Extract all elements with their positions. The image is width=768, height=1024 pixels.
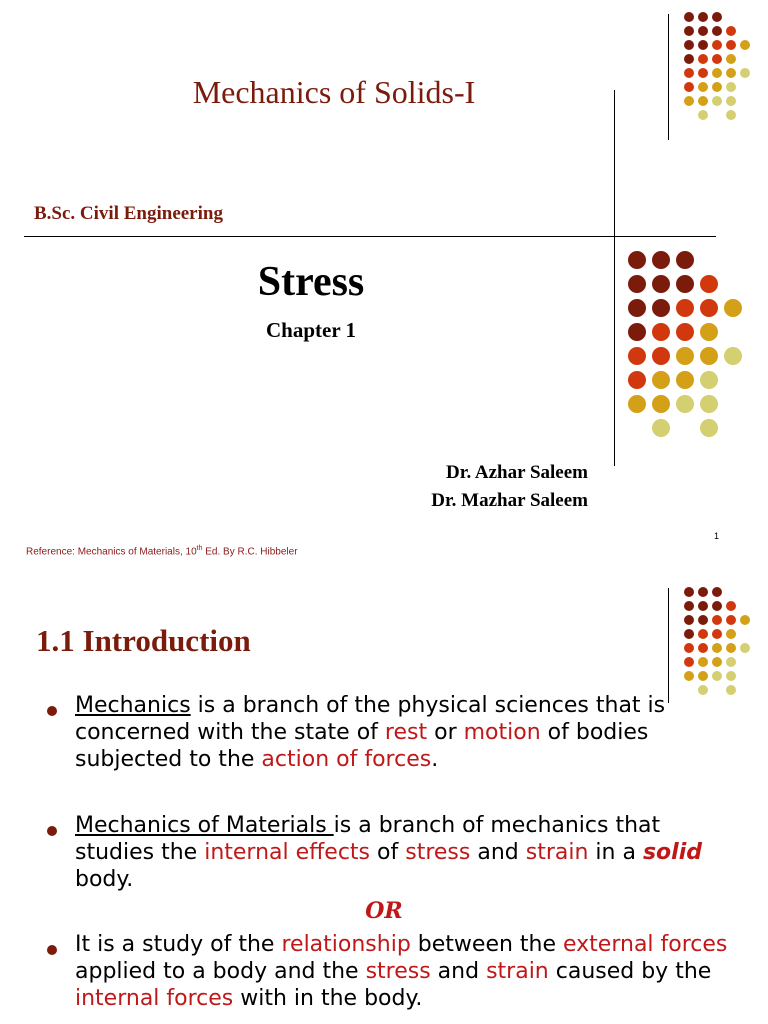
- decorative-dot: [726, 629, 736, 639]
- decorative-dot: [676, 371, 694, 389]
- decorative-dot: [712, 587, 722, 597]
- decorative-dot: [628, 371, 646, 389]
- decorative-dot: [712, 26, 722, 36]
- decorative-dot: [684, 629, 694, 639]
- vertical-divider-top: [668, 14, 669, 140]
- decorative-dot: [652, 347, 670, 365]
- decorative-dot: [698, 629, 708, 639]
- decorative-dot: [726, 657, 736, 667]
- decorative-dot: [712, 96, 722, 106]
- decorative-dot: [628, 299, 646, 317]
- decorative-dot: [712, 12, 722, 22]
- decorative-dot: [628, 395, 646, 413]
- decorative-dot: [684, 615, 694, 625]
- decorative-dot: [676, 323, 694, 341]
- decorative-dot: [726, 54, 736, 64]
- decorative-dot: [712, 54, 722, 64]
- decorative-dot: [740, 615, 750, 625]
- decorative-dot: [698, 82, 708, 92]
- decorative-dot: [712, 615, 722, 625]
- decorative-dot: [684, 601, 694, 611]
- decorative-dot: [652, 251, 670, 269]
- decorative-dot: [726, 671, 736, 681]
- bullet-mechanics-of-materials: Mechanics of Materials is a branch of mechanics that studies the internal effects of stress and strain in a solid body.: [75, 813, 702, 892]
- decorative-dot: [652, 419, 670, 437]
- decorative-dot: [700, 347, 718, 365]
- decorative-dot: [740, 68, 750, 78]
- author-1: Dr. Azhar Saleem: [446, 462, 588, 483]
- decorative-dot: [652, 395, 670, 413]
- bullet-icon: [47, 706, 57, 716]
- decorative-dot: [676, 299, 694, 317]
- decorative-dot: [698, 587, 708, 597]
- decorative-dot: [676, 275, 694, 293]
- decorative-dot: [712, 40, 722, 50]
- bullet-icon: [47, 826, 57, 836]
- decorative-dot: [676, 251, 694, 269]
- decorative-dot: [684, 26, 694, 36]
- decorative-dot: [652, 299, 670, 317]
- author-2: Dr. Mazhar Saleem: [431, 490, 588, 511]
- decorative-dot: [724, 347, 742, 365]
- decorative-dot: [698, 96, 708, 106]
- decorative-dot: [684, 54, 694, 64]
- decorative-dot: [726, 68, 736, 78]
- decorative-dot: [700, 371, 718, 389]
- vertical-divider-top: [668, 588, 669, 703]
- decorative-dot: [712, 657, 722, 667]
- decorative-dot: [712, 643, 722, 653]
- page-number: 1: [714, 531, 720, 541]
- decorative-dot: [684, 82, 694, 92]
- decorative-dot: [712, 68, 722, 78]
- decorative-dot: [684, 657, 694, 667]
- introduction-slide: [0, 575, 768, 1024]
- decorative-dot: [652, 275, 670, 293]
- decorative-dot: [724, 299, 742, 317]
- decorative-dot: [726, 110, 736, 120]
- or-separator: OR: [365, 898, 403, 924]
- decorative-dot: [698, 643, 708, 653]
- decorative-dot: [740, 40, 750, 50]
- decorative-dot: [684, 671, 694, 681]
- decorative-dot: [700, 395, 718, 413]
- reference-note: Reference: Mechanics of Materials, 10th Ed. By R.C. Hibbeler: [26, 545, 298, 558]
- decorative-dot: [698, 26, 708, 36]
- decorative-dot: [712, 82, 722, 92]
- decorative-dot: [698, 54, 708, 64]
- decorative-dot: [698, 657, 708, 667]
- decorative-dot: [676, 395, 694, 413]
- decorative-dot: [698, 110, 708, 120]
- decorative-dot: [726, 601, 736, 611]
- decorative-dot: [700, 299, 718, 317]
- decorative-dot: [684, 643, 694, 653]
- decorative-dot: [700, 419, 718, 437]
- section-heading: 1.1 Introduction: [36, 623, 251, 658]
- decorative-dot: [628, 275, 646, 293]
- decorative-dot: [698, 68, 708, 78]
- decorative-dot: [684, 587, 694, 597]
- decorative-dot: [652, 371, 670, 389]
- decorative-dot: [740, 643, 750, 653]
- bullet-icon: [47, 945, 57, 955]
- decorative-dot: [684, 12, 694, 22]
- decorative-dot: [712, 671, 722, 681]
- decorative-dot: [628, 323, 646, 341]
- decorative-dot: [698, 40, 708, 50]
- decorative-dot: [676, 347, 694, 365]
- decorative-dot: [726, 26, 736, 36]
- presentation-title: Mechanics of Solids-I: [192, 74, 476, 110]
- decorative-dot: [698, 615, 708, 625]
- decorative-dot: [628, 347, 646, 365]
- bullet-study-relationship: It is a study of the relationship between the external forces applied to a body and the stress and strain caused by the internal forces with in the body.: [75, 932, 728, 1011]
- decorative-dot: [698, 671, 708, 681]
- decorative-dot: [712, 601, 722, 611]
- decorative-dot: [652, 323, 670, 341]
- horizontal-divider: [24, 236, 716, 237]
- decorative-dot: [700, 275, 718, 293]
- decorative-dot: [684, 68, 694, 78]
- chapter-label: Chapter 1: [265, 318, 357, 342]
- decorative-dot: [726, 82, 736, 92]
- decorative-dot: [698, 12, 708, 22]
- decorative-dot: [726, 96, 736, 106]
- decorative-dot: [684, 96, 694, 106]
- decorative-dot: [712, 629, 722, 639]
- decorative-dot: [726, 615, 736, 625]
- decorative-dot: [726, 643, 736, 653]
- decorative-dot: [628, 251, 646, 269]
- decorative-dot: [684, 40, 694, 50]
- decorative-dot: [698, 601, 708, 611]
- bullet-mechanics: Mechanics is a branch of the physical sciences that is concerned with the state of rest or motion of bodies subjected to the action of forces.: [75, 693, 666, 772]
- decorative-dot: [700, 323, 718, 341]
- topic-heading: Stress: [257, 259, 365, 305]
- decorative-dot: [726, 40, 736, 50]
- course-name: B.Sc. Civil Engineering: [34, 203, 223, 224]
